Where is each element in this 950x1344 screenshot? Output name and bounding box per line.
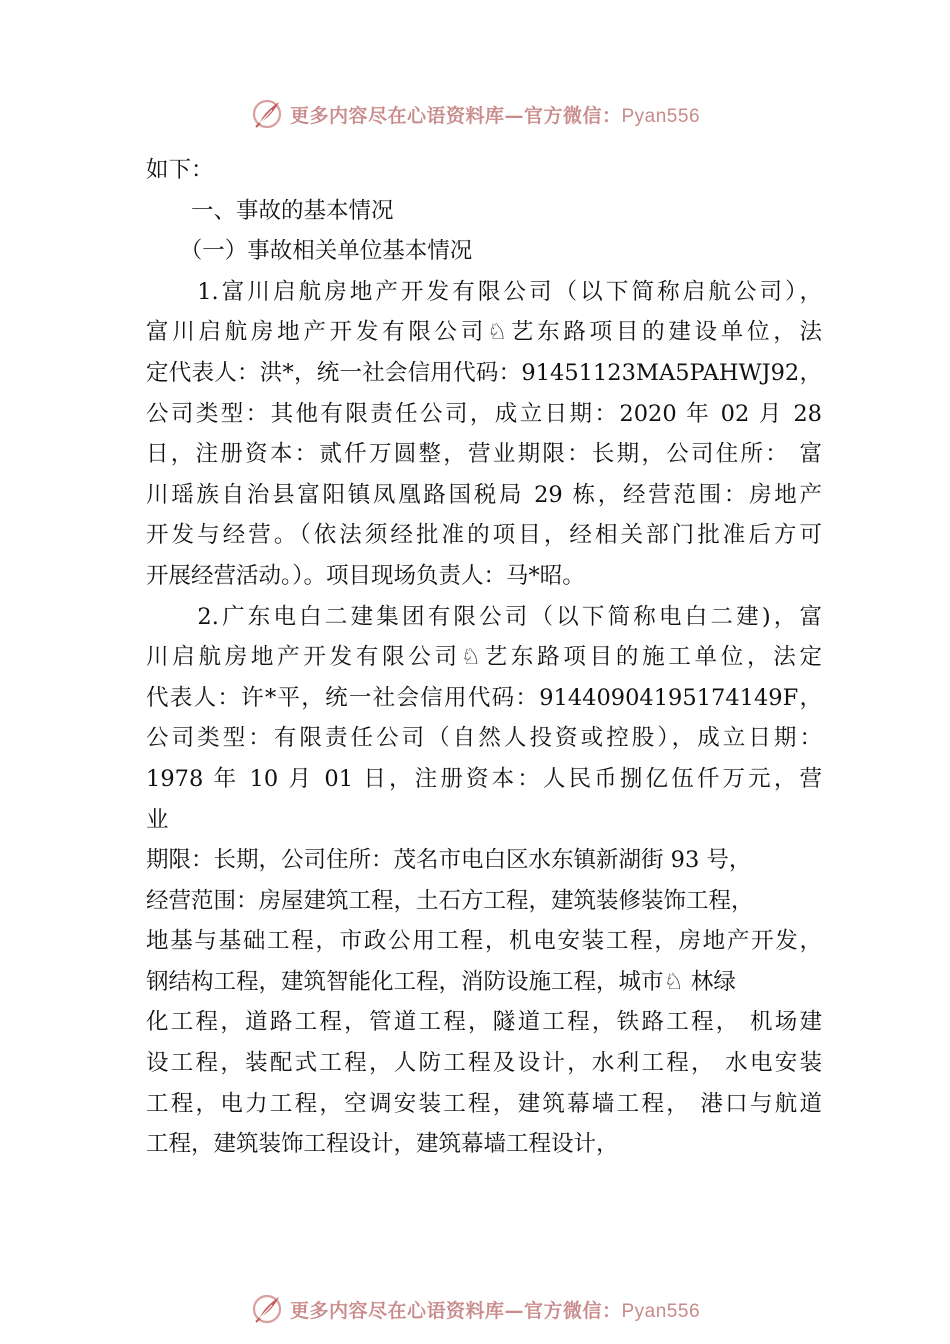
paragraph-line: 化工程，道路工程，管道工程，隧道工程，铁路工程， 机场建 <box>146 1009 822 1036</box>
paragraph-line: 日，注册资本：贰仟万圆整，营业期限：长期，公司住所： 富 <box>146 441 822 468</box>
paragraph-line: 经营范围：房屋建筑工程，土石方工程，建筑装修装饰工程， <box>146 887 754 914</box>
paragraph-line: 1978 年 10 月 01 日，注册资本：人民币捌亿伍仟万元，营 <box>146 765 822 792</box>
feather-quill-icon <box>250 1292 284 1326</box>
paragraph-line: 2.广东电白二建集团有限公司（以下简称电白二建)，富 <box>146 603 822 630</box>
section-heading: 一、事故的基本情况 <box>146 197 394 224</box>
paragraph-line: 期限：长期，公司住所：茂名市电白区水东镇新湖街 93 号， <box>146 847 752 874</box>
paragraph-line: 川瑶族自治县富阳镇凤凰路国税局 29 栋，经营范围：房地产 <box>146 481 822 508</box>
paragraph-line: 1.富川启航房地产开发有限公司（以下简称启航公司）， <box>146 278 822 305</box>
paragraph-line: 地基与基础工程，市政公用工程，机电安装工程，房地产开发， <box>146 928 822 955</box>
footer-watermark <box>0 1289 950 1329</box>
watermark-text: 更多内容尽在心语资料库—官方微信：Pyan556 <box>289 104 701 127</box>
document-body <box>146 150 822 1165</box>
paragraph-line: 公司类型：其他有限责任公司，成立日期：2020 年 02 月 28 <box>146 400 822 427</box>
watermark-handle: Pyan556 <box>621 105 701 127</box>
paragraph-line: 工程，电力工程，空调安装工程，建筑幕墙工程， 港口与航道 <box>146 1090 822 1117</box>
paragraph-line: 公司类型：有限责任公司（自然人投资或控股），成立日期： <box>146 725 822 752</box>
watermark-text: 更多内容尽在心语资料库—官方微信：Pyan556 <box>289 1299 701 1322</box>
paragraph-line: 代表人：许*平，统一社会信用代码：91440904195174149F， <box>146 684 822 711</box>
paragraph-line: 定代表人：洪*，统一社会信用代码：91451123MA5PAHWJ92， <box>146 359 822 386</box>
header-watermark <box>0 94 950 134</box>
paragraph-line: 开展经营活动。）。项目现场负责人：马*昭。 <box>146 562 585 589</box>
feather-quill-icon <box>250 97 284 131</box>
paragraph-line: 业 <box>146 806 169 833</box>
paragraph-line: 川启航房地产开发有限公司♘艺东路项目的施工单位，法定 <box>146 644 822 671</box>
subsection-heading: （一）事故相关单位基本情况 <box>146 238 473 265</box>
paragraph-line: 工程，建筑装饰工程设计，建筑幕墙工程设计， <box>146 1131 619 1158</box>
watermark-handle: Pyan556 <box>621 1300 701 1322</box>
paragraph-line: 如下： <box>146 157 214 183</box>
paragraph-line: 富川启航房地产开发有限公司♘艺东路项目的建设单位，法 <box>146 319 822 346</box>
paragraph-line: 钢结构工程，建筑智能化工程，消防设施工程，城市♘ 林绿 <box>146 968 736 995</box>
paragraph-line: 开发与经营。（依法须经批准的项目，经相关部门批准后方可 <box>146 522 822 549</box>
paragraph-line: 设工程，装配式工程，人防工程及设计，水利工程， 水电安装 <box>146 1050 822 1077</box>
